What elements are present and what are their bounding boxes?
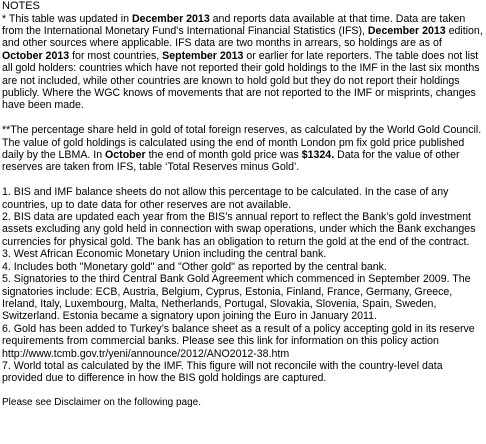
numbered-note-2: 2. BIS data are updated each year from the BIS’s annual report to reflect the Bank’s gold investment assets excluding any gold held in connection with swap operations, under which the Bank exchanges currencies for physical gold. The bank has an obligation to return the gold at the end of the contract. [2,211,476,248]
note-bold-month: October [105,149,146,162]
numbered-note-5: 5. Signatories to the third Central Bank Gold Agreement which commenced in September 2009. The signatories include: ECB, Austria, Belgium, Cyprus, Estonia, Finland, France, Germany, Greece, Ireland, Italy, Luxembourg, Malta, Netherlands, Portugal, Slovakia, Slovenia, Spain, Sweden, Switzerland. Estonia became a signatory upon joining the Euro in January 2011. [2,273,471,323]
note-text: for most countries, [69,49,163,62]
note-bold-date: October 2013 [2,49,70,62]
note-bold-date: September 2013 [162,49,244,62]
note-text: or earlier for late reporters. The table does not list all gold holders: countries which have not reported their gold holdings to the IMF in the last six months are not included, while other countries are known to hold gold but they do not report their holdings publicly. Where the WGC knows of movements that are not reported to the IMF or misprints, changes have been made. [2,49,480,112]
spacer [2,174,484,186]
numbered-note-6: 6. Gold has been added to Turkey’s balance sheet as a result of a policy accepting gold in its reserve requirements from commercial banks. Please see this link for information on this policy action http://www.tcmb.gov.tr/yeni/announce/2012/ANO2012-38.htm [2,322,475,360]
numbered-note-3: 3. West African Economic Monetary Union including the central bank. [2,248,327,261]
note-text: and reports data available at that time. Data are taken from the International Monetary Fund's International Financial Statistics (IFS), [2,12,466,37]
note-update-info [2,13,484,112]
numbered-note-7: 7. World total as calculated by the IMF. This figure will not reconcile with the country-level data provided due to difference in how the BIS gold holdings are captured. [2,359,443,385]
note-text: Data for the value of other reserves are taken from IFS, table ‘Total Reserves minus Gold’. [2,149,460,174]
notes-heading: NOTES [2,0,40,12]
note-text: the end of month gold price was [145,149,302,162]
note-text: * This table was updated in [2,12,132,25]
note-percentage-share [2,124,484,174]
disclaimer-line: Please see Disclaimer on the following page. [2,397,201,409]
numbered-note-1: 1. BIS and IMF balance sheets do not allow this percentage to be calculated. In the case of any countries, up to date data for other reserves are not available. [2,186,449,211]
note-text: edition, and other sources where applicable. IFS data are two months in arrears, so holdings are as of [2,25,483,50]
note-bold-date: December 2013 [131,12,210,25]
note-bold-price: $1324. [301,149,335,162]
note-text: **The percentage share held in gold of total foreign reserves, as calculated by the World Gold Council. The value of gold holdings is calculated using the end of month London pm fix gold price published daily by the LBMA. In [2,124,482,162]
numbered-note-4: 4. Includes both "Monetary gold" and "Other gold" as reported by the central bank. [2,260,387,273]
note-bold-edition: December 2013 [367,25,446,37]
spacer [2,112,484,124]
spacer [2,385,484,397]
